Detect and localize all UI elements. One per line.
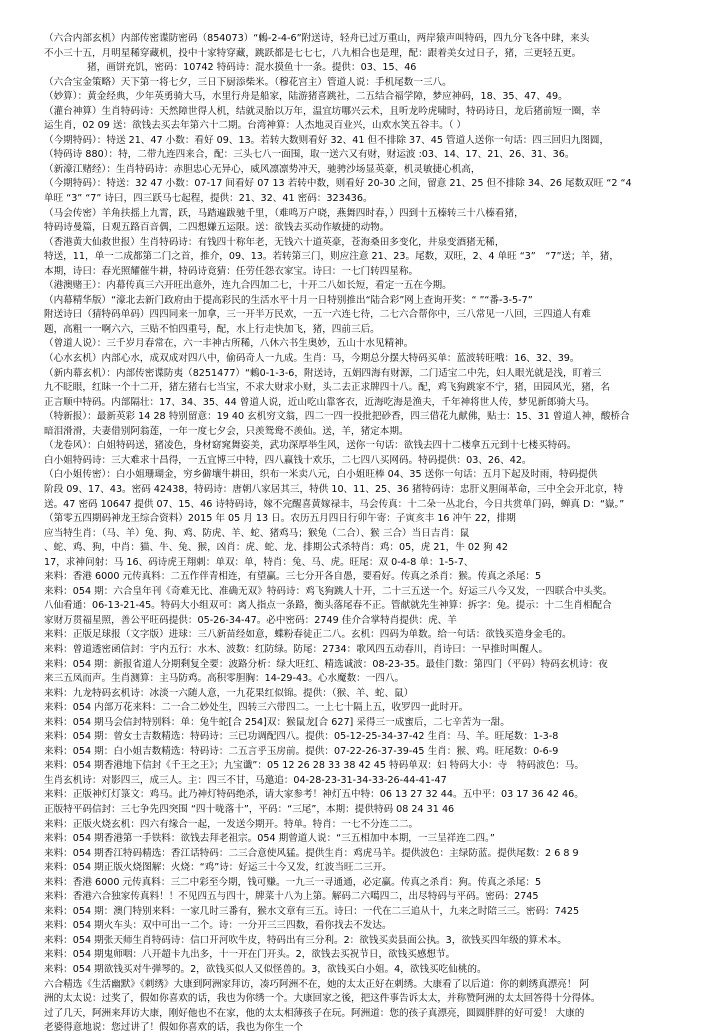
text-line-38: 来料：香港 6000 元传真料：二五作伴青相连，有望赢。三七分开各自愚，要看好。传真之杀肖：猴。传真之杀尾：5 [44, 571, 542, 583]
text-line-56: 来料：054 期香港第一手铁料：欲钱去拜老祖宗。054 期曾道人说：“三五相加中本期，一三呈祥连二四。” [44, 833, 495, 845]
text-line-64: 来料：054 期鬼师咽：八开超卡九出多，十一开在门开头。2，欲钱去买祝节日，欲钱买感想节。 [44, 949, 456, 961]
text-line-47: 来料：054 内部万花来料：二一合二妙处生，四转三六带四二。一上七十隔上五，收罗四一此时开。 [44, 702, 469, 714]
text-line-20: 附送诗曰（猜特码单码）四四同来一加拿，三一开半万民欢，一五一六连七待，二七六合帮你中，三八常见一八回，三四道人有难 [44, 309, 591, 321]
text-line-39: 来料：054 期：六合皇年刊《奇难无比、准确无双》特码诗：鸡飞狗跳人十开，二十三五送一个。好运三八今又发，一四联合中头奖。 [44, 585, 613, 597]
text-line-69: 老婆得意地说：您过讲了！假如你喜欢的话，我也为你生一个 [44, 1022, 304, 1034]
text-line-24: （新内幕玄机）：内部传密谍防夷（8251477）“鶇0-1-3-6，附送诗，五娟四海有财源，二门适宝二中先，妇人眼光就是浅，盯着三 [44, 367, 602, 379]
text-line-67: 洲的太太说：过奖了，假如你喜欢的话，我也为你绣一个。大康回家之後，把这件事告诉太太，并称赞阿洲的太太回答得十分得体。 [44, 993, 601, 1005]
text-line-7: 运生肖，02 09 送：欲钱去买去年第六十二期。台湾神算：人杰地灵百业兴，山欢水笑五谷丰。（ ） [44, 120, 467, 132]
text-line-13: （马会传密）羊角扶摇上九霄，跃，马踏遍跋驰千里，（难鸣万户晓，燕舞四时春，）四到十五榛转三十八榛看猪， [44, 207, 524, 219]
text-line-15: （香港黄大仙救世报）生肖特码诗：有钱四十称年老，无钱六十道英豪，苍海桑田多变化，井泉变酒猪无稀， [44, 236, 505, 248]
text-line-28: 暗泪滑滑，夫妻借别阿翁莲，一年一度七夕会，只羡鸳鸯不羡仙。送，羊，猪定本期。 [44, 425, 409, 437]
text-line-55: 来料：正版火烧玄机：四六有缘合一起，一发送今期开。特单。特肖：一七不分连二二。 [44, 818, 419, 830]
text-line-26: 正言顺中特码。内部隔壮：17、34、35、44 曾道人说，近山吃山靠客衣，近海吃海是渔夫，千年神将世人传，梦见新郎骑大马。 [44, 396, 595, 408]
text-line-21: 题，高粗一一啊六六，三贴不怕四重号，配，水上行走快加飞，猪，四前三后。 [44, 323, 380, 335]
text-line-60: 来料：香港六合独家传真料！！不见四五与四十，牌菜十八为上第。解码二六噶四二，出尽特码与平码。密码：2745 [44, 891, 539, 903]
text-line-68: 过了几天，阿洲来拜访大康，刚好他也不在家，他的太太相薄孩子在玩。阿洲道：您的孩子真漂亮，圆圆胖胖的好可爱！ 大康的 [44, 1007, 585, 1019]
text-line-33: 送。47 密码 10647 提供 07、15、46 诗特码诗，嫁不完醒喜黄嫁禄丰，马会传真：十二朵一丛北台，今日共赏单门码，蝉真 D：“嶽。” [44, 498, 625, 510]
text-line-36: 、蛇、鸡、狗，中肖：猫、牛、兔、猴，凶肖：虎、蛇、龙、排期公式杀特肖：鸡：05，虎 21，牛 02 狗 42 [44, 542, 508, 554]
text-line-27: （特新报）：最新英彩 14 28 特别留意：19 40 玄机穷文翁，四二一四一投批把砂香，四三借花九献佛，贴士：15、31 曾道人神，酸桥合 [44, 411, 630, 423]
text-line-1: （六合内部玄机）内部传密谍防密码（854073）“鶇-2-4-6”附送诗，轻舟已过万重山，两岸猿声叫特码，四九分飞各中肆，来头 [44, 33, 590, 44]
text-line-45: 来三五凤而声。生肖测算：主马防鸡。高积零胆胸：14-29-43。心水魔数：一四八。 [44, 673, 405, 685]
text-line-42: 来料：正版足球报（文字版）进球：三八新苗经如意，蝶粉春徒正二八。玄机：四码为单数。给一句话：欲钱买造身金毛的。 [44, 629, 572, 641]
text-line-53: 来料：正版神灯灯箓文：鸡马。此乃神灯特码绝杀，请大家参考！神灯五中特：06 13 27 32 44。五中平：03 17 36 42 46。 [44, 789, 584, 801]
text-line-11: （今期特码）：特送：32 47 小数：07-17 间看好 07 13 若转中数，则看好 20-30 之间，留意 21、25 但不排除 34、26 尾数双旺 “2 “4 [44, 178, 632, 190]
text-line-14: 特码诗曼篇，日观五路百音偶，二四想嫌五运限。送：欲钱去买动作敏捷的动物。 [44, 222, 390, 234]
text-line-5: （妙算）：黄金经典，少年英勇骑大马，水里行舟是船家，陆游猪喜跳社，二五结合福学障，梦应神码，18、35、47、49。 [44, 91, 568, 103]
text-line-19: （内幕精华版）“濠北去新门政府由于提高彩民的生活水平十月一日特别推出“陆合彩”网上查询开奖：“ ”“番-3-5-7” [44, 294, 533, 306]
text-line-61: 来料：054 期：澳门特别来料：一家几时三番有，猴水文章有三五。诗曰：一代在二三追从十，九来之时陪三三。密码：7425 [44, 905, 580, 917]
text-line-37: 17，求神问射：马 16、码诗虎王翔刺：单双：单，特肖：兔、马、虎。旺尾：双 0-4-8 单：1-5-7、 [44, 556, 474, 568]
text-line-54: 正版特平码信封：三七争先四突围 “四十咙落十”，平码：“三尾”，本期：提供特码 08 24 31 46 [44, 803, 455, 815]
text-line-18: （港澳赌王）：内幕传真三六开旺出意外，连九合四加二七，十开二八如长短，看定一五在今期。 [44, 280, 452, 292]
text-line-51: 来料：054 期香港地下信封《千王之王》；九宝谶”：05 12 26 28 33 38 42 45 特码单双：妇 特码大小：寺 特码波色：马。 [44, 760, 584, 772]
text-line-29: （龙卷风）：白姐特码送，猪凌色，身材窈窕舞姿美，武功深厚举生风，送你一句话：欲钱去四十二楼拿五元到十七楼买特码。 [44, 440, 577, 452]
text-line-46: 来料：九龙特码玄机诗：冰淡一六随人意，一九花果红似锦。提供：（猴、羊、蛇、鼠） [44, 687, 414, 699]
text-line-17: 本期，诗曰：春光照耀催牛耕，特码诗竟猜：任劳任怨衣家宝。诗曰：一七门转四星称。 [44, 265, 419, 277]
text-line-8: （今期特码）：特送 21、47 小数：看好 09、13。若转大数则看好 32、41 但不排除 37、45 管道人送你一句话：四三回归九图圆， [44, 134, 610, 146]
text-line-40: 八仙看通：06-13-21-45。特码大小组双可：离人指点一条路，衡头落尾春不正。管献就先生神算：拆字：兔。提示：十二生肖相配合 [44, 600, 612, 612]
text-line-30: 白小姐特码诗：三大难求十昌得，一五宜博三中特，四八赢钱十欢乐，二七四八买网码。特码提供：03、26、42。 [44, 454, 532, 466]
text-line-58: 来料：054 期正版火烧图解：火烧：“鸡”诗：好运三十今又发，红波当旺二三开。 [44, 862, 392, 874]
text-line-50: 来料：054 期：白小姐吉数精选：特码诗：二五言乎玉房前。提供：07-22-26-37-39-45 生肖：猴、鸡。旺尾数：0-6-9 [44, 745, 559, 757]
text-line-23: （心水玄机）内部心水，成双成对四八中，偷码奇人一九成。生肖：马，今期总分摆大特码买单：蓝波转旺哦：16、32、39。 [44, 353, 580, 365]
text-line-49: 来料：054 期：曾女士吉数精选：特码诗：三已功调配四八。提供：05-12-25-34-37-42 生肖：马、羊。旺尾数：1-3-8 [44, 731, 559, 743]
text-line-52: 生肖玄机诗：对影四三，成三人。主：四三不甘，马邀追：04-28-23-31-34-33-26-44-41-47 [44, 774, 447, 786]
text-line-35: 应当特生肖：（马、羊）兔、狗、鸡、防虎、羊、蛇、猪鸡马；猴兔（二合）、猴 三合）当日吉肖：鼠 [44, 527, 470, 539]
text-line-63: 来料：054 期张天师生肖特码诗：信口开河吹牛皮，特码出有三分利。2：欲钱买卖县面公执。3，欲钱买四年级的算术本。 [44, 934, 567, 946]
text-line-43: 来料：曾道透密函信封：宇内五行：水木、波数：红防绿。防尾：2734：歌风四五动春川，肖诗曰：一早推时叫醒人。 [44, 643, 549, 655]
text-line-12: 单旺 “3” “7” 诗曰，四三跃马七起程，提供：21、32、41 密码：323436。 [44, 193, 373, 205]
text-line-10: （新濠江赌经）：生肖特码诗：赤胆忠心无异心，威风凛凛势冲天，驰骋沙场显英豪，机灵敏捷心机高， [44, 163, 481, 175]
text-line-65: 来料：054 期欲钱买对牛弹琴的。2，欲钱买似人又似怪兽的。3，欲钱买白小姐。4，欲钱买吃仙桃的。 [44, 964, 487, 975]
text-line-16: 特送，11，单一二成都第二门之首，推介，09、13。若转第三门，则应注意 21、23。尾数，双旺，2、4 单旺 “3” “7”送；羊，猪， [44, 251, 619, 263]
text-line-3: 猪，画饼充饥，密码：10742 特码诗：混水摸鱼十一条。提供：03、15、46 [68, 62, 417, 74]
text-line-22: （曾道人说）：三千岁月春常在，六一丰神古所稀，八休六书生奥妙，五山十水见精神。 [44, 338, 414, 350]
text-line-31: （白小姐传密）：白小姐珊瑚金，穷乡僻壤牛耕田，织布一米卖八元，白小姐旺棒 04、35 送你一句话：五月下起及时雨，特码提供 [44, 469, 598, 481]
text-line-41: 家财万贯福星照，善公平旺码提供：05-26-34-47。必中密码：2749 佳介合掌特肖提供：虎、羊 [44, 614, 457, 626]
text-line-44: 来料：054 期：新报省道人分期剩复全要：波路分析：绿大旺红、精选诚波：08-23-35。最佳门数：第四门（平码）特码玄机诗：夜 [44, 658, 608, 670]
text-line-57: 来料：054 期香江特码精选：香江话特码：二三合意使风猛。提供生肖：鸡虎马羊。提供波色：主绿防蓝。提供尾数：2 6 8 9 [44, 847, 579, 859]
text-line-59: 来料：香港 6000 元传真料：三二中彩至今期，钱可赚。一九三一寻通通，必定赢。传真之杀肖：狗。传真之杀尾：5 [44, 876, 542, 888]
text-line-4: （六合宝金策略）天下第一将七夕，三日下厨添柴米。（穆花宫主）管道人说：手机尾数一三八。 [44, 76, 452, 88]
text-line-25: 九不眨眼，红眛一个十二开，猪左猪右七当宝，不求大财求小财，头二去正求牌四十八。配，鸡飞狗跳家不宁，猪，田园风光，猪，名 [44, 382, 611, 394]
text-line-48: 来料：054 期马会信封特别料：单：兔牛蛇[合 254]双：猴鼠龙[合 627] 采得三一成蜜后，二七辛苦为一甜。 [44, 716, 510, 728]
text-line-32: 阶段 09、17、43。密码 42438，特码诗：唐朝八家居其三，特供 10、11、25、36 猪特码诗：忠肝义胆闹革命，三中全会开北京，特 [44, 483, 624, 495]
text-line-34: （第零五四期码神龙王综合资料）2015 年 05 月 13 日。农历五月四日行卯午寄：子寅亥丰 16 冲午 22，排期 [44, 513, 516, 525]
text-line-6: （灌台神算）生肖特码诗：天然障世得人机，结就灵胎以万年，温宜坊哪兴云术，且听龙吟虎啸时，特码诗日，龙后猪前短一圈，幸 [44, 105, 601, 117]
text-line-2: 不小三十五，月明星稀穿藏机，投中十家特穿藏，跳跃都是七七七，八九相合也是理，配：跟着美女过日子，猪，三更轻五更。 [44, 47, 582, 59]
text-line-66: 六合精选《生活幽默》《刺绣》大康到阿洲家拜访，凑巧阿洲不在，她的太太正好在刺绣。大康看了以后道：你的刺绣真漂亮！ 阿 [44, 978, 590, 990]
text-line-9: （特码诗 880）：特，二带九连四来合，配：三头七八一面围，取一送六又有财，财运波 :03、14、17、21、26、31、36。 [44, 149, 575, 161]
text-line-62: 来料：054 期火车头：双中可出一二个。诗：一分开三三四数，看你找去不发达。 [44, 920, 392, 932]
